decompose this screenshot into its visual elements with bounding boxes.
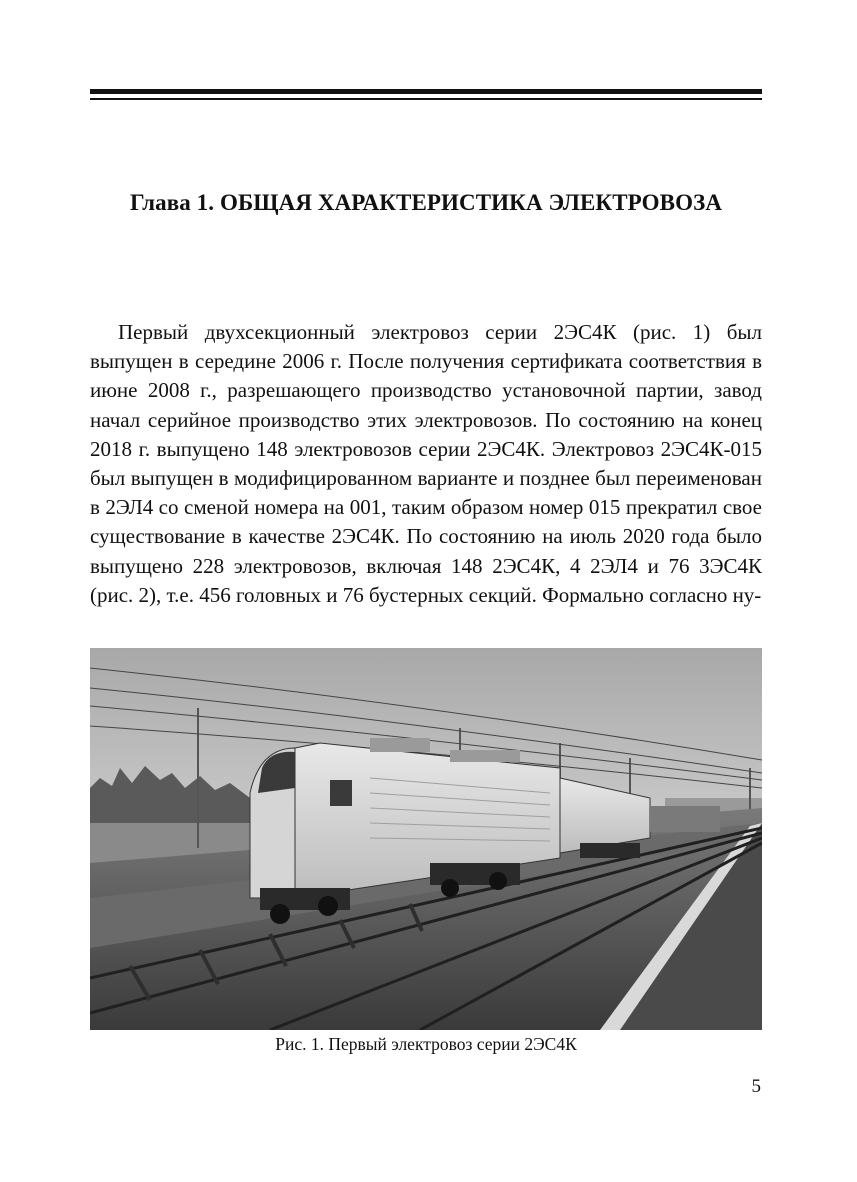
header-rule-thick [90, 89, 762, 94]
locomotive-photo [90, 648, 762, 1030]
page-number: 5 [751, 1076, 761, 1097]
body-paragraph: Первый двухсекционный электровоз серии 2ЭС4К (рис. 1) был выпущен в середине 2006 г. После получения сертификата соответствия в июне 2008 г., разрешающего производство установочной партии, завод начал серийное производство этих электровозов. По состоянию на конец 2018 г. выпущено 148 электровозов серии 2ЭС4К. Электровоз 2ЭС4К-015 был выпущен в модифицированном варианте и позднее был переименован в 2ЭЛ4 со сменой номера на 001, таким образом номер 015 прекратил свое существование в качестве 2ЭС4К. По состоянию на июль 2020 года было выпущено 228 электровозов, включая 148 2ЭС4К, 4 2ЭЛ4 и 76 3ЭС4К (рис. 2), т.е. 456 головных и 76 бустерных секций. Формально согласно ну- [90, 320, 762, 607]
locomotive-illustration [90, 648, 762, 1030]
header-rule-thin [90, 98, 762, 100]
figure-caption: Рис. 1. Первый электровоз серии 2ЭС4К [275, 1034, 577, 1054]
chapter-title: Глава 1. ОБЩАЯ ХАРАКТЕРИСТИКА ЭЛЕКТРОВОЗА [129, 190, 723, 215]
